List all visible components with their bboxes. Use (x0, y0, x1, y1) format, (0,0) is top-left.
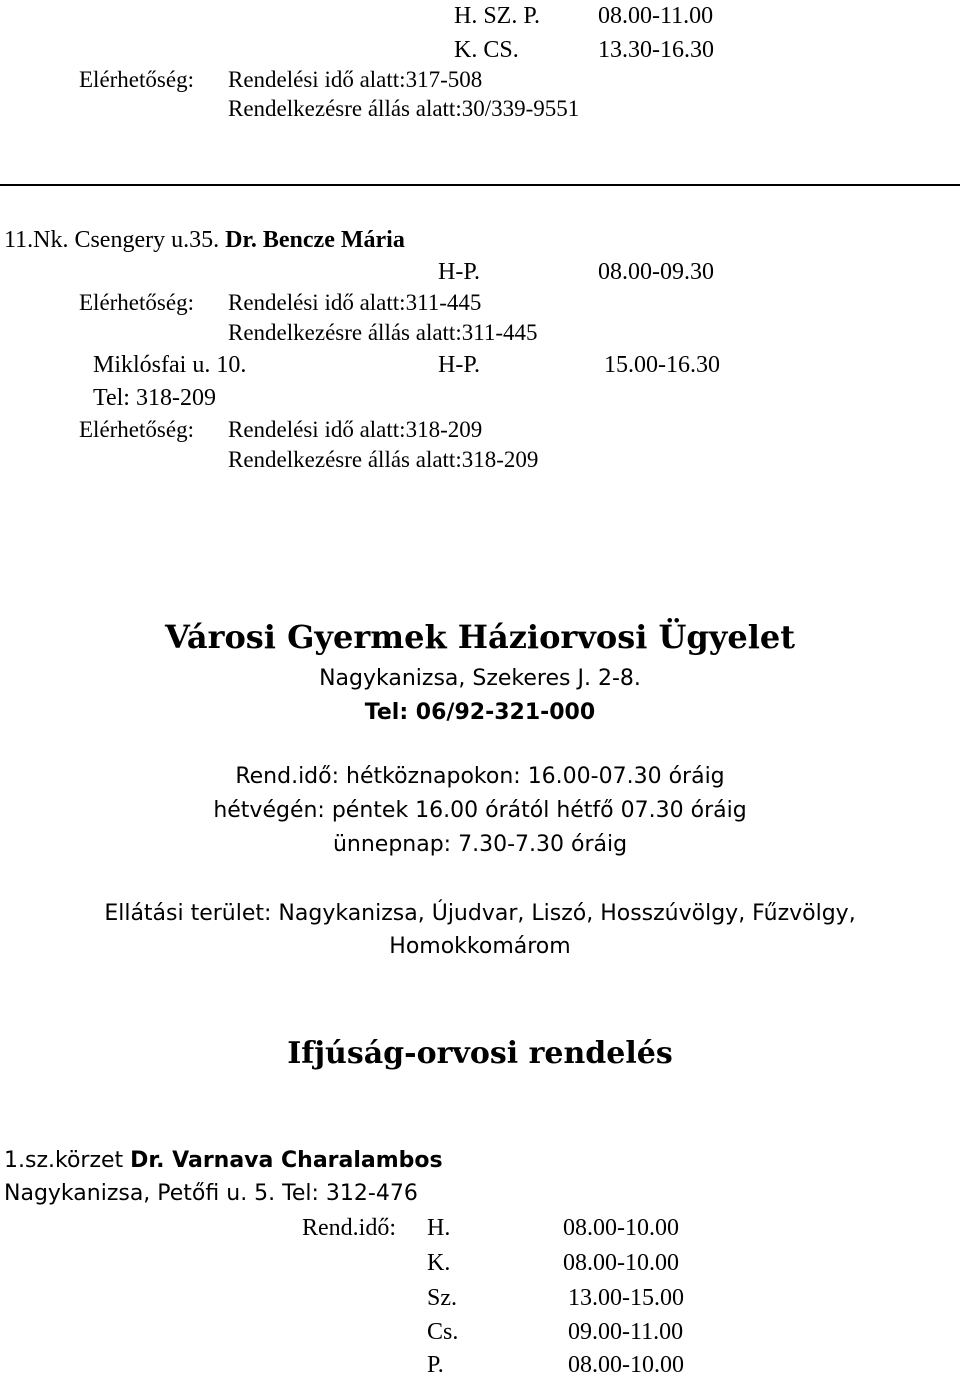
doctor11-branch-contact-label: Elérhetőség: (79, 417, 194, 442)
ugyelet-hours-weekday: Rend.idő: hétköznapokon: 16.00-07.30 óráig (235, 764, 725, 789)
ugyelet-area-line1: Ellátási terület: Nagykanizsa, Újudvar, Liszó, Hosszúvölgy, Fűzvölgy, (104, 901, 856, 926)
top-day-1: H. SZ. P. (454, 3, 541, 29)
schedule-day: K. (427, 1250, 451, 1276)
doctor11-branch-tel: Tel: 318-209 (93, 385, 216, 411)
schedule-day: P. (427, 1352, 444, 1378)
ugyelet-hours-holiday: ünnepnap: 7.30-7.30 óráig (332, 832, 628, 857)
doctor11-branch-day: H-P. (438, 352, 481, 378)
doctor11-contact-label: Elérhetőség: (79, 290, 194, 315)
top-contact-label: Elérhetőség: (79, 67, 194, 92)
doctor11-branch-address: Miklósfai u. 10. (93, 352, 247, 378)
schedule-day: Cs. (427, 1319, 459, 1345)
top-day-2: K. CS. (454, 37, 519, 63)
doctor11-contact-standby: Rendelkezésre állás alatt:311-445 (228, 320, 538, 345)
schedule-day: H. (427, 1215, 451, 1241)
ifjusag-heading (4, 1150, 443, 1172)
top-contact-hours: Rendelési idő alatt:317-508 (228, 67, 483, 92)
ugyelet-tel: Tel: 06/92-321-000 (364, 700, 596, 725)
ifjusag-doctor-name: Dr. Varnava Charalambos (130, 1148, 443, 1173)
schedule-time: 08.00-10.00 (563, 1250, 679, 1276)
schedule-day: Sz. (427, 1285, 457, 1311)
doctor11-branch-time: 15.00-16.30 (604, 352, 720, 378)
ifjusag-district: 1.sz.körzet (4, 1148, 131, 1173)
doctor11-day: H-P. (438, 259, 481, 285)
top-contact-standby: Rendelkezésre állás alatt:30/339-9551 (228, 96, 580, 121)
doctor11-time: 08.00-09.30 (598, 259, 714, 285)
doctor11-branch-contact-standby: Rendelkezésre állás alatt:318-209 (228, 447, 539, 472)
top-time-1: 08.00-11.00 (598, 3, 714, 29)
schedule-time: 09.00-11.00 (568, 1319, 684, 1345)
schedule-time: 08.00-10.00 (568, 1352, 684, 1378)
doctor11-name: Dr. Bencze Mária (225, 227, 405, 253)
ifjusag-address: Nagykanizsa, Petőfi u. 5. Tel: 312-476 (4, 1181, 418, 1206)
ifjusag-hours-label: Rend.idő: (302, 1215, 396, 1241)
ugyelet-title: Városi Gyermek Háziorvosi Ügyelet (164, 618, 796, 656)
ugyelet-address: Nagykanizsa, Szekeres J. 2-8. (319, 666, 641, 691)
ugyelet-hours-weekend: hétvégén: péntek 16.00 órától hétfő 07.30 óráig (213, 798, 747, 823)
doctor11-branch-contact-hours: Rendelési idő alatt:318-209 (228, 417, 483, 442)
doctor11-contact-hours: Rendelési idő alatt:311-445 (228, 290, 482, 315)
section-divider (0, 184, 960, 186)
ugyelet-area-line2: Homokkomárom (389, 934, 571, 959)
top-time-2: 13.30-16.30 (598, 37, 714, 63)
doctor11-heading (4, 228, 405, 252)
ifjusag-title: Ifjúság-orvosi rendelés (287, 1036, 673, 1071)
doctor11-prefix: 11.Nk. Csengery u.35. (4, 227, 226, 253)
schedule-time: 08.00-10.00 (563, 1215, 679, 1241)
schedule-time: 13.00-15.00 (568, 1285, 684, 1311)
